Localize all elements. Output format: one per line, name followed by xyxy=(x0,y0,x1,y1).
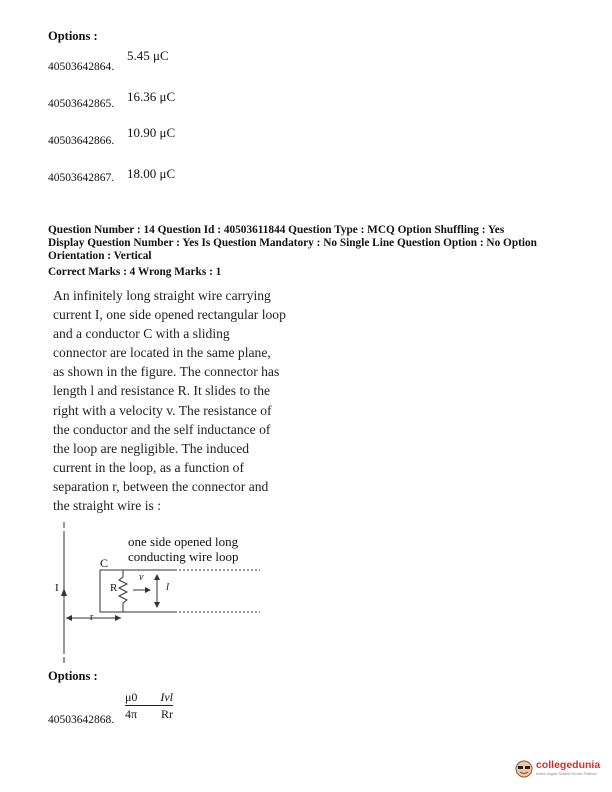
option-id: 40503642866. xyxy=(48,135,115,147)
question-meta-line: Display Question Number : Yes Is Question Mandatory : No Single Line Question Option : No Option xyxy=(48,237,537,249)
question-text-line: right with a velocity v. The resistance of xyxy=(53,402,272,418)
logo-mascot-icon xyxy=(515,760,533,778)
question-text-line: An infinitely long straight wire carrying xyxy=(53,288,271,303)
logo-brand-text: collegedunia xyxy=(536,759,601,771)
option-id: 40503642868. xyxy=(48,714,115,726)
label-C: C xyxy=(100,556,109,570)
question-meta xyxy=(48,224,588,263)
option-value: 18.00 μC xyxy=(127,166,176,181)
formula-num-left: μ0 xyxy=(125,690,138,704)
marks-line: Correct Marks : 4 Wrong Marks : 1 xyxy=(48,266,222,278)
option-formula xyxy=(125,690,173,721)
option-value: 16.36 μC xyxy=(127,89,176,104)
question-text-line: connector are located in the same plane, xyxy=(53,345,271,361)
label-R: R xyxy=(110,582,118,594)
question-meta-line: Question Number : 14 Question Id : 40503611844 Question Type : MCQ Option Shuffling : Yes xyxy=(48,224,505,236)
question-text-line: current in the loop, as a function of xyxy=(53,459,245,475)
formula-den-left: 4π xyxy=(125,707,138,721)
label-l: l xyxy=(166,581,170,593)
collegedunia-logo xyxy=(515,756,607,782)
resistor xyxy=(119,570,127,612)
figure-caption xyxy=(128,534,238,564)
question-text-line: the straight wire is : xyxy=(53,498,161,514)
option-id: 40503642865. xyxy=(48,98,115,110)
options-heading: Options : xyxy=(48,29,98,43)
question-meta-line: Orientation : Vertical xyxy=(48,250,152,262)
label-I: I xyxy=(55,582,59,594)
figure-caption-line: conducting wire loop xyxy=(128,549,239,564)
question-text-line: and a conductor C with a sliding xyxy=(53,326,230,342)
logo-tagline: India's largest Student Review Platform xyxy=(536,772,597,776)
question-text-line: the loop are negligible. The induced xyxy=(53,440,250,456)
question-text xyxy=(53,286,293,515)
formula-num-right: Ivl xyxy=(160,690,173,704)
option-value: 10.90 μC xyxy=(127,125,176,140)
current-arrow xyxy=(61,588,67,596)
formula-den-right: Rr xyxy=(161,707,173,721)
option-id: 40503642867. xyxy=(48,172,115,184)
question-text-line: length l and resistance R. It slides to the xyxy=(53,383,271,399)
figure-caption-line: one side opened long xyxy=(128,534,239,549)
options-heading: Options : xyxy=(48,669,98,683)
option-value: 5.45 μC xyxy=(127,48,169,63)
label-v: v xyxy=(139,572,144,583)
question-text-line: as shown in the figure. The connector has xyxy=(53,364,280,380)
option-id: 40503642864. xyxy=(48,61,115,73)
question-text-line: separation r, between the connector and xyxy=(53,478,269,494)
label-r: r xyxy=(90,612,94,623)
question-text-line: the conductor and the self inductance of xyxy=(53,421,271,437)
question-text-line: current I, one side opened rectangular loop xyxy=(53,307,286,323)
